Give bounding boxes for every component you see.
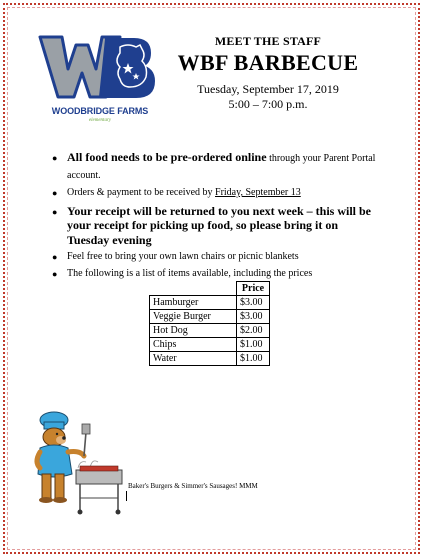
preorder-detail: through your Parent Portal account. — [67, 153, 376, 181]
order-deadline-date: Friday, September 13 — [215, 187, 301, 198]
table-row — [150, 310, 270, 324]
bullet-icon: ● — [52, 206, 58, 217]
list-item — [52, 150, 382, 183]
item-price: $1.00 — [237, 352, 270, 366]
bullet-icon: ● — [52, 153, 58, 163]
table-row — [150, 296, 270, 310]
item-price: $3.00 — [237, 296, 270, 310]
bear-chef-illustration — [28, 410, 128, 522]
table-header-price: Price — [237, 282, 270, 296]
item-price: $1.00 — [237, 338, 270, 352]
grill-caption: Baker's Burgers & Simmer's Sausages! MMM — [128, 482, 258, 490]
item-name: Chips — [150, 338, 237, 352]
item-name: Hamburger — [150, 296, 237, 310]
event-date: Tuesday, September 17, 2019 — [197, 82, 339, 96]
table-row — [150, 338, 270, 352]
info-list — [52, 150, 382, 284]
logo-subtitle: elementary — [88, 118, 112, 123]
receipt-notice: Your receipt will be returned to you next week – this will be your receipt for picking up food, so please bring it on Tuesday evening — [67, 203, 371, 247]
bear-chef-icon — [28, 410, 128, 522]
event-time: 5:00 – 7:00 p.m. — [228, 97, 308, 111]
item-name: Water — [150, 352, 237, 366]
list-item — [52, 268, 382, 281]
item-name: Hot Dog — [150, 324, 237, 338]
order-deadline-text: Orders & payment to be received by — [67, 187, 216, 198]
item-price: $2.00 — [237, 324, 270, 338]
item-price: $3.00 — [237, 310, 270, 324]
price-table — [149, 281, 270, 366]
table-row — [150, 352, 270, 366]
table-row — [150, 324, 270, 338]
logo-graphic — [36, 33, 160, 107]
list-item — [52, 204, 382, 248]
table-header-row — [150, 282, 270, 296]
list-item — [52, 187, 382, 200]
logo-name: WOODBRIDGE FARMS — [51, 106, 149, 116]
bullet-icon: ● — [52, 252, 58, 262]
preorder-emphasis: All food needs to be pre-ordered online — [67, 150, 267, 164]
event-kicker: MEET THE STAFF — [214, 34, 322, 48]
event-title: WBF BARBECUE — [177, 50, 359, 75]
items-intro-text: The following is a list of items available, including the prices — [67, 267, 313, 279]
text-cursor — [126, 491, 127, 501]
bullet-icon: ● — [52, 188, 58, 198]
item-name: Veggie Burger — [150, 310, 237, 324]
bullet-icon: ● — [52, 268, 58, 279]
school-logo — [36, 33, 160, 125]
table-header-blank — [150, 282, 237, 296]
lawn-chairs-text: Feel free to bring your own lawn chairs or picnic blankets — [67, 251, 299, 262]
list-item — [52, 251, 382, 264]
